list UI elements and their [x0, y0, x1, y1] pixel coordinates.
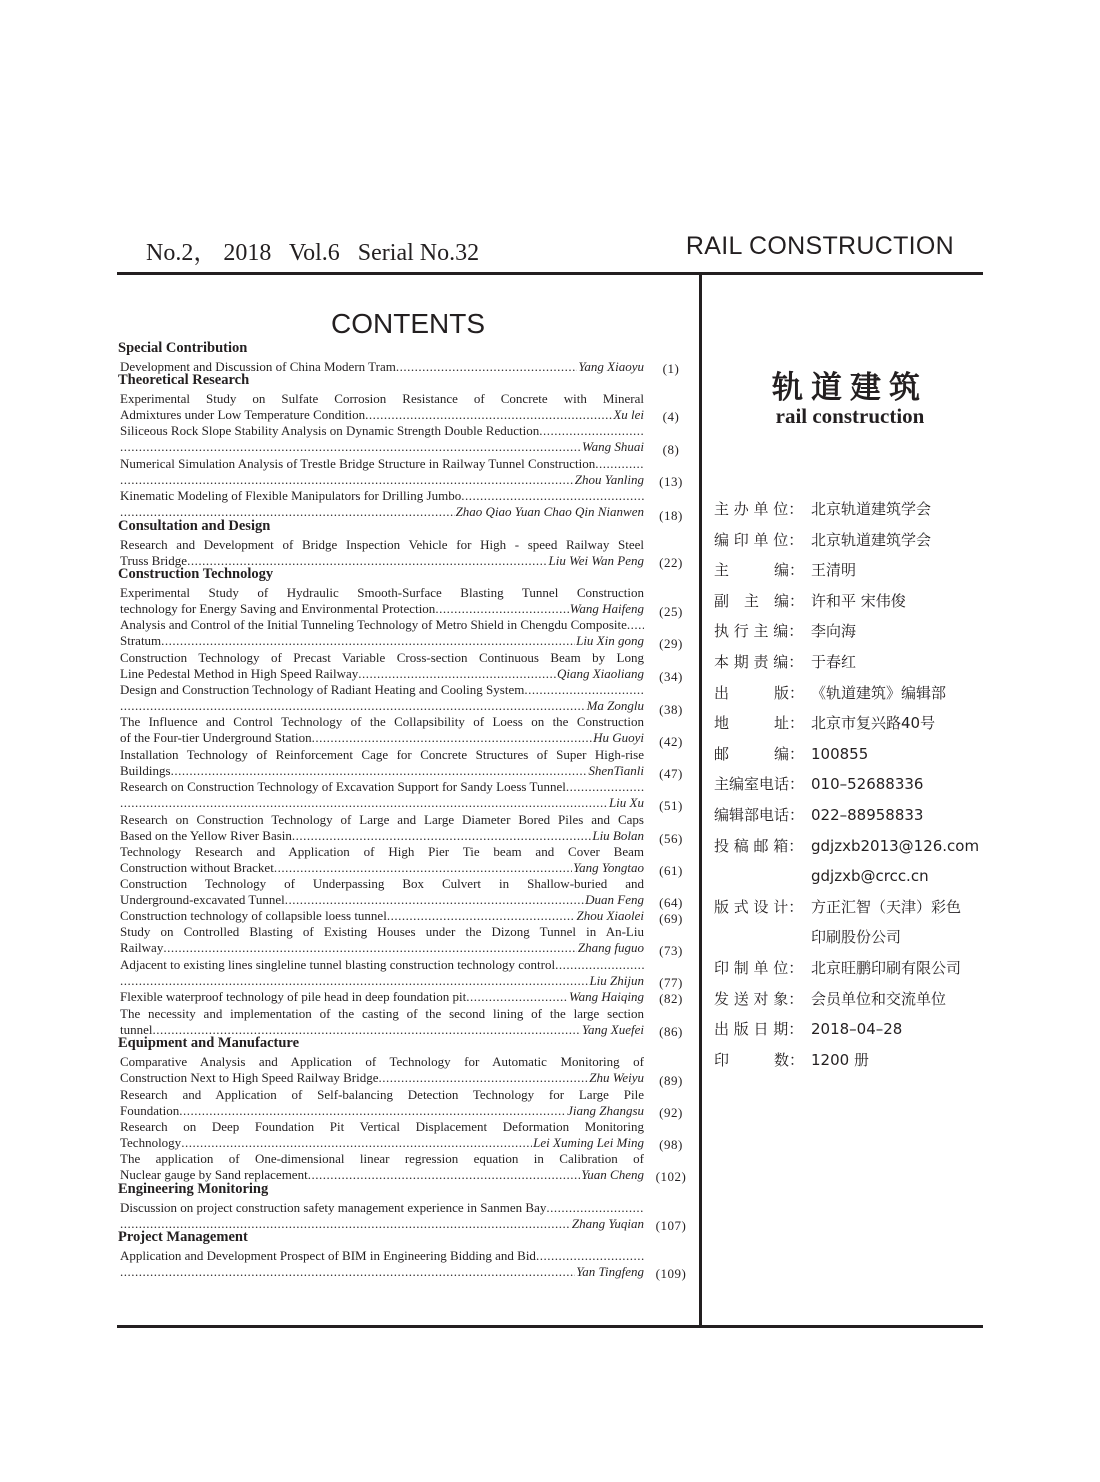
toc-entry-title: Nuclear gauge by Sand replacement	[120, 1167, 308, 1182]
toc-entry-line: Study on Controlled Blasting of Existing Houses under the Dizong Tunnel in An-Liu	[120, 924, 644, 939]
toc-entry-title: Siliceous Rock Slope Stability Analysis on Dynamic Strength Double Reduction	[120, 423, 540, 438]
toc-entry-line	[120, 1264, 644, 1280]
toc-entry-title: technology for Energy Saving and Environmental Protection	[120, 601, 436, 616]
toc-entry-title: Application and Development Prospect of BIM in Engineering Bidding and Bid	[120, 1248, 536, 1263]
toc-entry-author: Zhou Yanling	[574, 472, 644, 487]
toc-entry-line	[120, 407, 644, 423]
toc-entry-line	[120, 439, 644, 455]
toc-entry-line	[120, 1070, 644, 1086]
dot-leader	[387, 908, 576, 924]
toc-entry-title: Underground-excavated Tunnel	[120, 892, 285, 907]
dot-leader	[153, 1022, 582, 1038]
toc-entry-line	[120, 1103, 644, 1119]
toc-entry-author: Lei Xuming Lei Ming	[533, 1135, 644, 1150]
masthead-label: 编辑部电话：	[714, 806, 805, 824]
toc-entry-title: Development and Discussion of China Modern Tram	[120, 359, 396, 374]
masthead-value: 北京轨道建筑学会	[811, 500, 932, 518]
masthead-label: 出 版：	[714, 684, 805, 702]
toc-entry-title: tunnel	[120, 1022, 153, 1037]
contents-heading: CONTENTS	[331, 308, 485, 339]
dot-leader	[274, 860, 572, 876]
toc-entry-line	[120, 892, 644, 908]
dot-leader	[292, 828, 591, 844]
toc-page-number: (69)	[659, 911, 683, 926]
toc-entry-line	[120, 828, 644, 844]
toc-entry-title: Buildings	[120, 763, 171, 778]
masthead-value: 王清明	[811, 561, 857, 579]
toc-entry-title: Foundation	[120, 1103, 180, 1118]
masthead-row	[714, 592, 906, 610]
masthead-row	[714, 714, 936, 732]
toc-entry-title: Truss Bridge	[120, 553, 188, 568]
toc-entry-line	[120, 456, 644, 472]
masthead-row	[714, 806, 924, 824]
toc-entry-author: Yuan Cheng	[581, 1167, 644, 1182]
toc-page-number: (109)	[655, 1266, 687, 1281]
toc-entry-line	[120, 973, 644, 989]
toc-entry-title: Technology	[120, 1135, 182, 1150]
toc-entry-title: of the Four-tier Underground Station	[120, 730, 312, 745]
masthead-row	[714, 531, 932, 549]
toc-entry-line	[120, 472, 644, 488]
dot-leader	[187, 553, 547, 569]
toc-page-number: (18)	[659, 508, 683, 523]
toc-entry-line: Research and Development of Bridge Inspection Vehicle for High - speed Railway Steel	[120, 537, 644, 552]
dot-leader	[536, 1248, 644, 1264]
toc-entry-line: Research and Application of Self-balancing Detection Technology for Large Pile	[120, 1087, 644, 1102]
toc-entry-line	[120, 940, 644, 956]
toc-entry-line	[120, 1135, 644, 1151]
toc-entry-author: Duan Feng	[585, 892, 644, 907]
dot-leader	[627, 617, 644, 633]
toc-entry-line: Construction Technology of Precast Variable Cross-section Continuous Beam by Long	[120, 650, 644, 665]
masthead-row	[714, 928, 902, 946]
toc-entry-title: Numerical Simulation Analysis of Trestle Bridge Structure in Railway Tunnel Construction	[120, 456, 596, 471]
dot-leader	[461, 488, 644, 504]
toc-entry-author: Yang Yongtao	[573, 860, 644, 875]
masthead-value: 北京轨道建筑学会	[811, 531, 932, 549]
toc-entry-title: Design and Construction Technology of Radiant Heating and Cooling System	[120, 682, 525, 697]
toc-entry-line	[120, 795, 644, 811]
dot-leader	[161, 633, 575, 649]
toc-entry-author: Wang Shuai	[582, 439, 644, 454]
dot-leader	[120, 439, 581, 455]
toc-entry-title: Flexible waterproof technology of pile head in deep foundation pit	[120, 989, 467, 1004]
toc-entry-line	[120, 1167, 644, 1183]
journal-title: RAIL CONSTRUCTION	[685, 232, 954, 260]
toc-entry-title: Based on the Yellow River Basin	[120, 828, 292, 843]
dot-leader	[163, 940, 577, 956]
toc-page-number: (25)	[659, 604, 683, 619]
toc-page-number: (61)	[659, 863, 683, 878]
toc-page-number: (73)	[659, 943, 683, 958]
toc-page-number: (92)	[659, 1105, 683, 1120]
dot-leader	[566, 779, 644, 795]
masthead-label: 投 稿 邮 箱：	[714, 837, 804, 855]
toc-entry-title: Line Pedestal Method in High Speed Railway	[120, 666, 359, 681]
toc-entry-line	[120, 617, 644, 633]
dot-leader	[379, 1070, 589, 1086]
toc-section-heading: Engineering Monitoring	[118, 1181, 269, 1197]
toc-page-number: (64)	[659, 895, 683, 910]
toc-entry-author: Xu lei	[613, 407, 644, 422]
masthead-label: 主编室电话：	[714, 775, 805, 793]
dot-leader	[171, 763, 588, 779]
toc-entry-author: Zhang fuguo	[577, 940, 644, 955]
toc-entry-line: Installation Technology of Reinforcement Cage for Concrete Structures of Super High-rise	[120, 747, 644, 762]
dot-leader	[181, 1135, 532, 1151]
masthead-value: gdjzxb@crcc.cn	[811, 867, 929, 885]
masthead-label: 版 式 设 计：	[714, 898, 804, 916]
toc-entry-line	[120, 763, 644, 779]
toc-entry-line: The Influence and Control Technology of the Collapsibility of Loess on the Construction	[120, 714, 644, 729]
masthead-value: 1200 册	[811, 1051, 869, 1069]
toc-page-number: (34)	[659, 669, 683, 684]
toc-page-number: (1)	[662, 361, 680, 376]
masthead-value: 北京旺鹏印刷有限公司	[811, 959, 962, 977]
toc-entry-author: Hu Guoyi	[593, 730, 644, 745]
masthead-row	[714, 959, 962, 977]
masthead-value: 2018–04–28	[811, 1020, 903, 1038]
toc-page-number: (89)	[659, 1073, 683, 1088]
toc-entry-line	[120, 730, 644, 746]
toc-entry-author: Liu Xin gong	[576, 633, 644, 648]
masthead-row	[714, 837, 980, 855]
masthead-value: gdjzxb2013@126.com	[811, 837, 980, 855]
dot-leader	[179, 1103, 566, 1119]
toc-page-number: (82)	[659, 991, 683, 1006]
masthead-row	[714, 745, 869, 763]
dot-leader	[539, 423, 644, 439]
toc-entry-title: Railway	[120, 940, 164, 955]
toc-section-heading: Project Management	[118, 1229, 248, 1245]
masthead-label: 邮 编：	[714, 745, 805, 763]
toc-entry-author: Yan Tingfeng	[576, 1264, 644, 1279]
dot-leader	[285, 892, 584, 908]
toc-entry-line	[120, 908, 644, 924]
toc-entry-author: Liu Wei Wan Peng	[548, 553, 644, 568]
toc-entry-author: Yang Xuefei	[582, 1022, 644, 1037]
masthead-row	[714, 990, 947, 1008]
masthead-label: 地 址：	[714, 714, 805, 732]
masthead-label: 副 主 编：	[714, 592, 805, 610]
toc-entry-line: Construction Technology of Underpassing Box Culvert in Shallow-buried and	[120, 876, 644, 891]
dot-leader	[120, 472, 574, 488]
toc-entry-line: The necessity and implementation of the casting of the second lining of the large section	[120, 1006, 644, 1021]
masthead-row	[714, 684, 947, 702]
masthead-row	[714, 1051, 869, 1069]
dot-leader	[546, 1200, 644, 1216]
toc-entry-line: Research on Construction Technology of Large and Large Diameter Bored Piles and Caps	[120, 812, 644, 827]
toc-entry-line	[120, 1216, 644, 1232]
toc-entry-title: Adjacent to existing lines singleline tunnel blasting construction technology control	[120, 957, 556, 972]
toc-entry-title: Discussion on project construction safety management experience in Sanmen Bay	[120, 1200, 547, 1215]
toc-entry-author: ShenTianli	[588, 763, 644, 778]
toc-entry-line	[120, 601, 644, 617]
dot-leader	[365, 407, 612, 423]
toc-page-number: (86)	[659, 1024, 683, 1039]
masthead-label: 编 印 单 位：	[714, 531, 804, 549]
toc-entry-line	[120, 779, 644, 795]
dot-leader	[308, 1167, 581, 1183]
toc-entry-author: Zhang Yuqian	[571, 1216, 644, 1231]
toc-entry-line: Research on Deep Foundation Pit Vertical Displacement Deformation Monitoring	[120, 1119, 644, 1134]
masthead-value: 李向海	[811, 622, 857, 640]
dot-leader	[120, 1264, 575, 1280]
masthead-value: 方正汇智（天津）彩色	[811, 898, 962, 916]
dot-leader	[435, 601, 568, 617]
toc-page-number: (102)	[655, 1169, 687, 1184]
toc-entry-title: Admixtures under Low Temperature Condition	[120, 407, 366, 422]
toc-entry-line: Technology Research and Application of High Pier Tie beam and Cover Beam	[120, 844, 644, 859]
toc-page-number: (77)	[659, 975, 683, 990]
toc-entry-author: Zhou Xiaolei	[576, 908, 644, 923]
toc-page-number: (38)	[659, 702, 683, 717]
masthead-value: 100855	[811, 745, 869, 763]
toc-entry-author: Wang Haifeng	[569, 601, 644, 616]
dot-leader	[524, 682, 644, 698]
masthead-label: 印 数：	[714, 1051, 805, 1069]
toc-section-heading: Equipment and Manufacture	[118, 1035, 300, 1051]
dot-leader	[312, 730, 592, 746]
masthead-value: 022–88958833	[811, 806, 924, 824]
toc-entry-line	[120, 1248, 644, 1264]
toc-page-number: (29)	[659, 636, 683, 651]
toc-entry-author: Yang Xiaoyu	[578, 359, 644, 374]
toc-entry-title: Stratum	[120, 633, 162, 648]
dot-leader	[358, 666, 556, 682]
toc-page-number: (42)	[659, 734, 683, 749]
toc-entry-line	[120, 1200, 644, 1216]
toc-entry-author: Jiang Zhangsu	[567, 1103, 644, 1118]
journal-logo-en: rail construction	[775, 404, 925, 428]
dot-leader	[555, 957, 644, 973]
dot-leader	[466, 989, 568, 1005]
toc-entry-line	[120, 666, 644, 682]
toc-entry-author: Zhao Qiao Yuan Chao Qin Nianwen	[455, 504, 644, 519]
toc-entry-line: Experimental Study on Sulfate Corrosion Resistance of Concrete with Mineral	[120, 391, 644, 406]
toc-entry-author: Zhu Weiyu	[589, 1070, 644, 1085]
toc-entry-title: Construction Next to High Speed Railway Bridge	[120, 1070, 379, 1085]
masthead-value: 010–52688336	[811, 775, 924, 793]
toc-entry-line	[120, 359, 644, 375]
masthead-value: 北京市复兴路40号	[811, 714, 936, 732]
toc-page-number: (47)	[659, 766, 683, 781]
masthead-label: 本 期 责 编：	[714, 653, 804, 671]
masthead-label: 主 办 单 位：	[714, 500, 804, 518]
masthead-row	[714, 898, 962, 916]
masthead-row	[714, 867, 929, 885]
toc-entry-author: Ma Zonglu	[586, 698, 644, 713]
masthead-row	[714, 653, 857, 671]
toc-entry-title: Analysis and Control of the Initial Tunneling Technology of Metro Shield in Chengdu Composite	[120, 617, 627, 632]
masthead-label: 出 版 日 期：	[714, 1020, 804, 1038]
masthead-value: 会员单位和交流单位	[811, 990, 947, 1008]
dot-leader	[595, 456, 644, 472]
toc-entry-line	[120, 860, 644, 876]
dot-leader	[120, 795, 608, 811]
toc-entry-line	[120, 633, 644, 649]
toc-page-number: (8)	[662, 442, 680, 457]
masthead-label: 发 送 对 象：	[714, 990, 804, 1008]
masthead-value: 印刷股份公司	[811, 928, 902, 946]
dot-leader	[120, 698, 586, 714]
masthead-value: 许和平 宋伟俊	[811, 592, 906, 610]
toc-entry-line	[120, 423, 644, 439]
toc-entry-title: Kinematic Modeling of Flexible Manipulators for Drilling Jumbo	[120, 488, 462, 503]
dot-leader	[120, 504, 455, 520]
toc-entry-line	[120, 488, 644, 504]
toc-entry-title: Construction without Bracket	[120, 860, 274, 875]
toc-entry-line: The application of One-dimensional linear regression equation in Calibration of	[120, 1151, 644, 1166]
masthead-label: 执 行 主 编：	[714, 622, 804, 640]
masthead-value: 于春红	[811, 653, 857, 671]
masthead-row	[714, 622, 857, 640]
toc-entry-title: Research on Construction Technology of Excavation Support for Sandy Loess Tunnel	[120, 779, 566, 794]
toc-entry-title: Construction technology of collapsible loess tunnel	[120, 908, 387, 923]
issue-info: No.2， 2018 Vol.6 Serial No.32	[146, 240, 480, 266]
masthead-row	[714, 500, 932, 518]
toc-page-number: (13)	[659, 474, 683, 489]
dot-leader	[120, 973, 588, 989]
toc-entry-line	[120, 1022, 644, 1038]
toc-page-number: (56)	[659, 831, 683, 846]
toc-section-heading: Theoretical Research	[118, 372, 250, 388]
toc-page-number: (22)	[659, 555, 683, 570]
masthead-row	[714, 1020, 903, 1038]
masthead-value: 《轨道建筑》编辑部	[811, 684, 947, 702]
toc-entry-author: Liu Xu	[608, 795, 644, 810]
toc-entry-author: Wang Haiqing	[569, 989, 644, 1004]
toc-section-heading: Special Contribution	[118, 340, 248, 356]
masthead-label: 印 制 单 位：	[714, 959, 804, 977]
dot-leader	[396, 359, 578, 375]
toc-page-number: (98)	[659, 1137, 683, 1152]
toc-section-heading: Consultation and Design	[118, 518, 271, 534]
toc-entry-author: Qiang Xiaoliang	[556, 666, 644, 681]
toc-entry-line: Experimental Study of Hydraulic Smooth-Surface Blasting Tunnel Construction	[120, 585, 644, 600]
toc-entry-line	[120, 957, 644, 973]
toc-entry-line	[120, 682, 644, 698]
toc-entry-line	[120, 553, 644, 569]
toc-page-number: (51)	[659, 798, 683, 813]
journal-logo-cn: 轨道建筑	[772, 370, 928, 406]
toc-entry-author: Liu Bolan	[592, 828, 644, 843]
toc-entry-line	[120, 698, 644, 714]
toc-page-number: (107)	[655, 1218, 687, 1233]
masthead-label: 主 编：	[714, 561, 805, 579]
masthead-row	[714, 561, 857, 579]
toc-section-heading: Construction Technology	[118, 566, 274, 582]
toc-entry-line	[120, 504, 644, 520]
masthead-row	[714, 775, 924, 793]
toc-entry-author: Liu Zhijun	[589, 973, 644, 988]
toc-entry-line	[120, 989, 644, 1005]
toc-entry-line: Comparative Analysis and Application of Technology for Automatic Monitoring of	[120, 1054, 644, 1069]
toc-page-number: (4)	[662, 409, 680, 424]
dot-leader	[120, 1216, 571, 1232]
